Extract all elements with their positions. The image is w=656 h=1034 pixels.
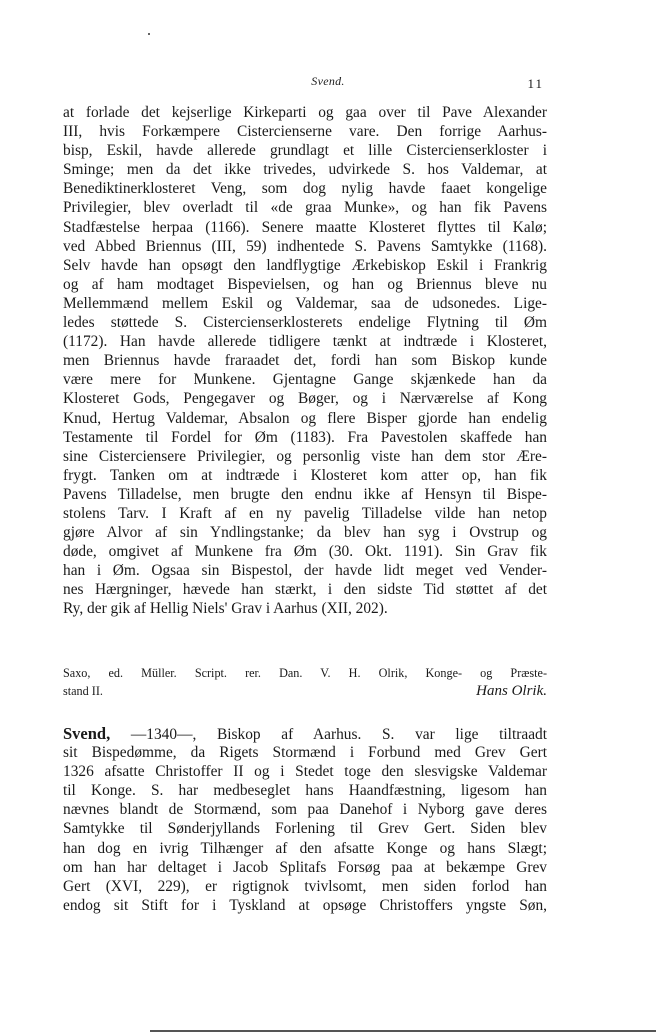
text-line: Testamente til Fordel for Øm (1183). Fra Pavestolen skaffede han: [63, 428, 547, 446]
text-line: gjøre Alvor af sin Yndlingstanke; da blev han syg i Ovstrup og: [63, 524, 547, 542]
text-line: ledes støttede S. Cistercienserklosterets endelige Flytning til Øm: [63, 314, 547, 332]
text-line: endog sit Stift for i Tyskland at opsøge Christoffers yngste Søn,: [63, 896, 547, 914]
text-line: Pavens Tilladelse, men brugte den endnu ikke af Hensyn til Bispe-: [63, 485, 547, 503]
text-line: han i Øm. Ogsaa sin Bispestol, der havde lidt meget ved Vender-: [63, 562, 547, 580]
text-line: Sminge; men da det ikke trivedes, udvirkede S. hos Valdemar, at: [63, 161, 547, 179]
running-head: Svend.: [311, 74, 345, 88]
article-2-headword: Svend,: [63, 724, 111, 743]
article-1-sources: [63, 664, 547, 700]
article-2-first-line-text: —1340—, Biskop af Aarhus. S. var lige tiltraadt: [110, 726, 547, 743]
text-line: men Briennus havde fraraadet det, fordi han som Biskop kunde: [63, 352, 547, 370]
text-line: og af ham modtaget Bispevielsen, og han og Briennus bleve nu: [63, 275, 547, 293]
text-line: døde, omgivet af Munkene fra Øm (30. Okt. 1191). Sin Grav fik: [63, 543, 547, 561]
text-line: Stadfæstelse herpaa (1166). Senere maatte Klosteret flyttes til Kalø;: [63, 218, 547, 236]
text-line: han dog en ivrig Tilhænger af den afsatte Konge og hans Slægt;: [63, 839, 547, 857]
text-line: sit Bispedømme, da Rigets Stormænd i Forbund med Grev Gert: [63, 744, 547, 762]
text-line: Klosteret Gods, Pengegaver og Bøger, og i Nærværelse af Kong: [63, 390, 547, 408]
article-svend-2: [63, 724, 547, 915]
article-svend-1: [63, 103, 547, 619]
text-line: Knud, Hertug Valdemar, Absalon og flere Bisper gjorde han endelig: [63, 409, 547, 427]
text-line: Ry, der gik af Hellig Niels' Grav i Aarhus (XII, 202).: [63, 600, 388, 618]
sources-line-2: stand II.: [63, 684, 103, 698]
article-2-first-line: [63, 724, 547, 743]
text-line: Mellemmænd mellem Eskil og Valdemar, saa de udsonedes. Lige-: [63, 294, 547, 312]
bottom-rule: [150, 1030, 656, 1032]
text-line: III, hvis Forkæmpere Cistercienserne vare. Den forrige Aarhus-: [63, 123, 547, 141]
text-line: nes Hærgninger, hævede han stærkt, i den sidste Tid støttet af det: [63, 581, 547, 599]
text-line: Samtykke til Sønderjyllands Forlening til Grev Gert. Siden blev: [63, 820, 547, 838]
text-line: være mere for Munkene. Gjentagne Gange skjænkede han da: [63, 371, 547, 389]
text-line: (1172). Han havde allerede tidligere tænkt at indtræde i Klosteret,: [63, 333, 547, 351]
text-line: ved Abbed Briennus (III, 59) indhentede S. Pavens Samtykke (1168).: [63, 237, 547, 255]
text-line: om han har deltaget i Jacob Splitafs Forsøg paa at bekæmpe Grev: [63, 858, 547, 876]
text-line: bisp, Eskil, havde allerede grundlagt et lille Cistercienserkloster i: [63, 142, 547, 160]
ink-speck: [148, 33, 150, 35]
text-line: Benediktinerklosteret Veng, som dog nylig havde faaet kongelige: [63, 180, 547, 198]
sources-line-1: Saxo, ed. Müller. Script. rer. Dan. V. H. Olrik, Konge- og Præste-: [63, 666, 547, 680]
text-line: stolens Tarv. I Kraft af en ny pavelig Tilladelse vilde han netop: [63, 504, 547, 522]
text-line: Privilegier, blev overladt til «de graa Munke», og han fik Pavens: [63, 199, 547, 217]
page-number: 11: [527, 76, 544, 91]
text-line: sine Cisterciensere Privilegier, og personlig viste han dem stor Ære-: [63, 447, 547, 465]
text-line: frygt. Tanken om at indtræde i Klosteret kom atter op, han fik: [63, 466, 547, 484]
text-line: Selv havde han opsøgt den landflygtige Ærkebiskop Eskil i Frankrig: [63, 256, 547, 274]
text-line: at forlade det kejserlige Kirkeparti og gaa over til Pave Alexander: [63, 104, 547, 121]
text-line: til Konge. S. har medbeseglet hans Haandfæstning, ligesom han: [63, 782, 547, 800]
article-1-author: Hans Olrik.: [476, 683, 547, 699]
text-line: 1326 afsatte Christoffer II og i Stedet toge den slesvigske Valdemar: [63, 763, 547, 781]
text-line: Gert (XVI, 229), er rigtignok tvivlsomt, men siden forlod han: [63, 877, 547, 895]
text-line: nævnes blandt de Stormænd, som paa Danehof i Nyborg gave deres: [63, 801, 547, 819]
